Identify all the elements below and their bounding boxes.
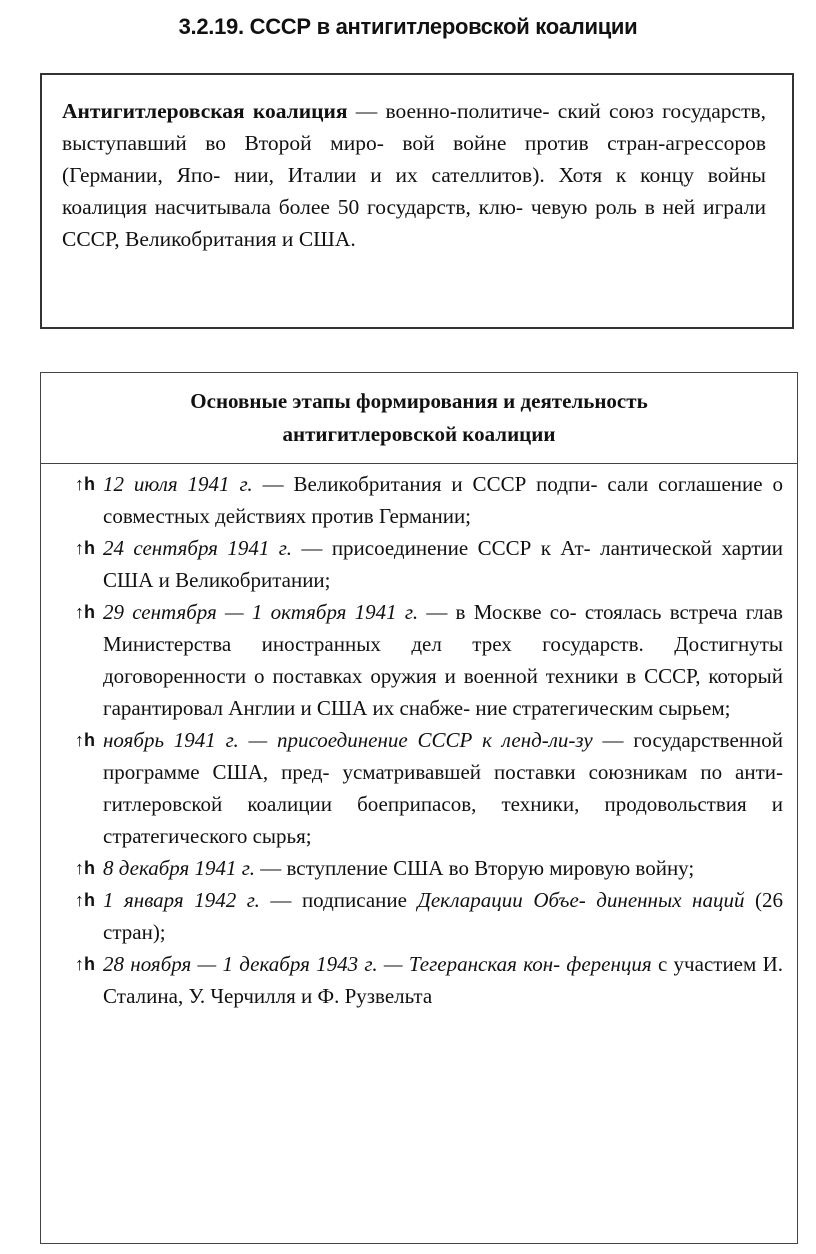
stage-text: — подписание [259,888,418,912]
stage-date: 24 сентября 1941 г. [103,536,292,560]
stage-item [75,468,783,532]
section-heading: 3.2.19. СССР в антигитлеровской коалиции [178,14,638,39]
stage-date: 8 декабря 1941 г. [103,856,255,880]
definition-box [40,73,794,329]
definition-term: Антигитлеровская коалиция [62,99,348,123]
stages-title-line2: антигитлеровской коалиции [282,422,556,446]
bullet-icon: ↑h [75,954,95,974]
stage-date: 1 января 1942 г. [103,888,260,912]
definition-text: — военно-политиче- ский союз государств, выступавший во Второй миро- вой войне против стран-агрессоров (Германии, Япо- нии, Италии и их сателлитов). Хотя к концу войны коалиция насчитывала более 50 государств, клю- чевую роль в ней играли СССР, Великобритания и США. [62,99,767,251]
bullet-icon: ↑h [75,538,95,558]
bullet-icon: ↑h [75,730,95,750]
stage-text: — государственной программе США, пред- усматривавшей поставки союзникам по анти- гитлеровской коалиции боеприпасов, техники, продовольствия и стратегического сырья; [103,728,783,848]
stage-text: с участием И. Сталина, У. Черчилля и Ф. Рузвельта [103,952,783,1008]
stage-date: 29 сентября — 1 октября 1941 г. [103,600,419,624]
stages-list [41,464,797,1012]
bullet-icon: ↑h [75,858,95,878]
stage-item [75,884,783,948]
bullet-icon: ↑h [75,890,95,910]
stage-text-end: (26 стран); [103,888,783,944]
stage-date: ноябрь 1941 г. — присоединение СССР к ленд-ли-зу [103,728,593,752]
stage-item [75,852,783,884]
stage-item [75,596,783,724]
stage-item [75,532,783,596]
stage-date: 28 ноября — 1 декабря 1943 г. — Тегеранская кон- ференция [103,952,652,976]
bullet-icon: ↑h [75,474,95,494]
stage-item [75,948,783,1012]
stages-table [40,372,798,1244]
stages-title-line1: Основные этапы формирования и деятельность [190,389,648,413]
stages-header [41,373,797,464]
stage-text: — вступление США во Вторую мировую войну; [254,856,695,880]
stage-item [75,724,783,852]
stage-text: — в Москве со- стоялась встреча глав Министерства иностранных дел трех государств. Достигнуты договоренности о поставках оружия и военной техники в СССР, который гарантировал Англии и США их снабже- ние стратегическим сырьем; [103,600,783,720]
stage-text: — присоединение СССР к Ат- лантической хартии США и Великобритании; [103,536,783,592]
bullet-icon: ↑h [75,602,95,622]
stage-document-title: Декларации Объе- диненных наций [417,888,745,912]
stage-date: 12 июля 1941 г. [103,472,253,496]
stage-text: — Великобритания и СССР подпи- сали соглашение о совместных действиях против Германии; [103,472,783,528]
